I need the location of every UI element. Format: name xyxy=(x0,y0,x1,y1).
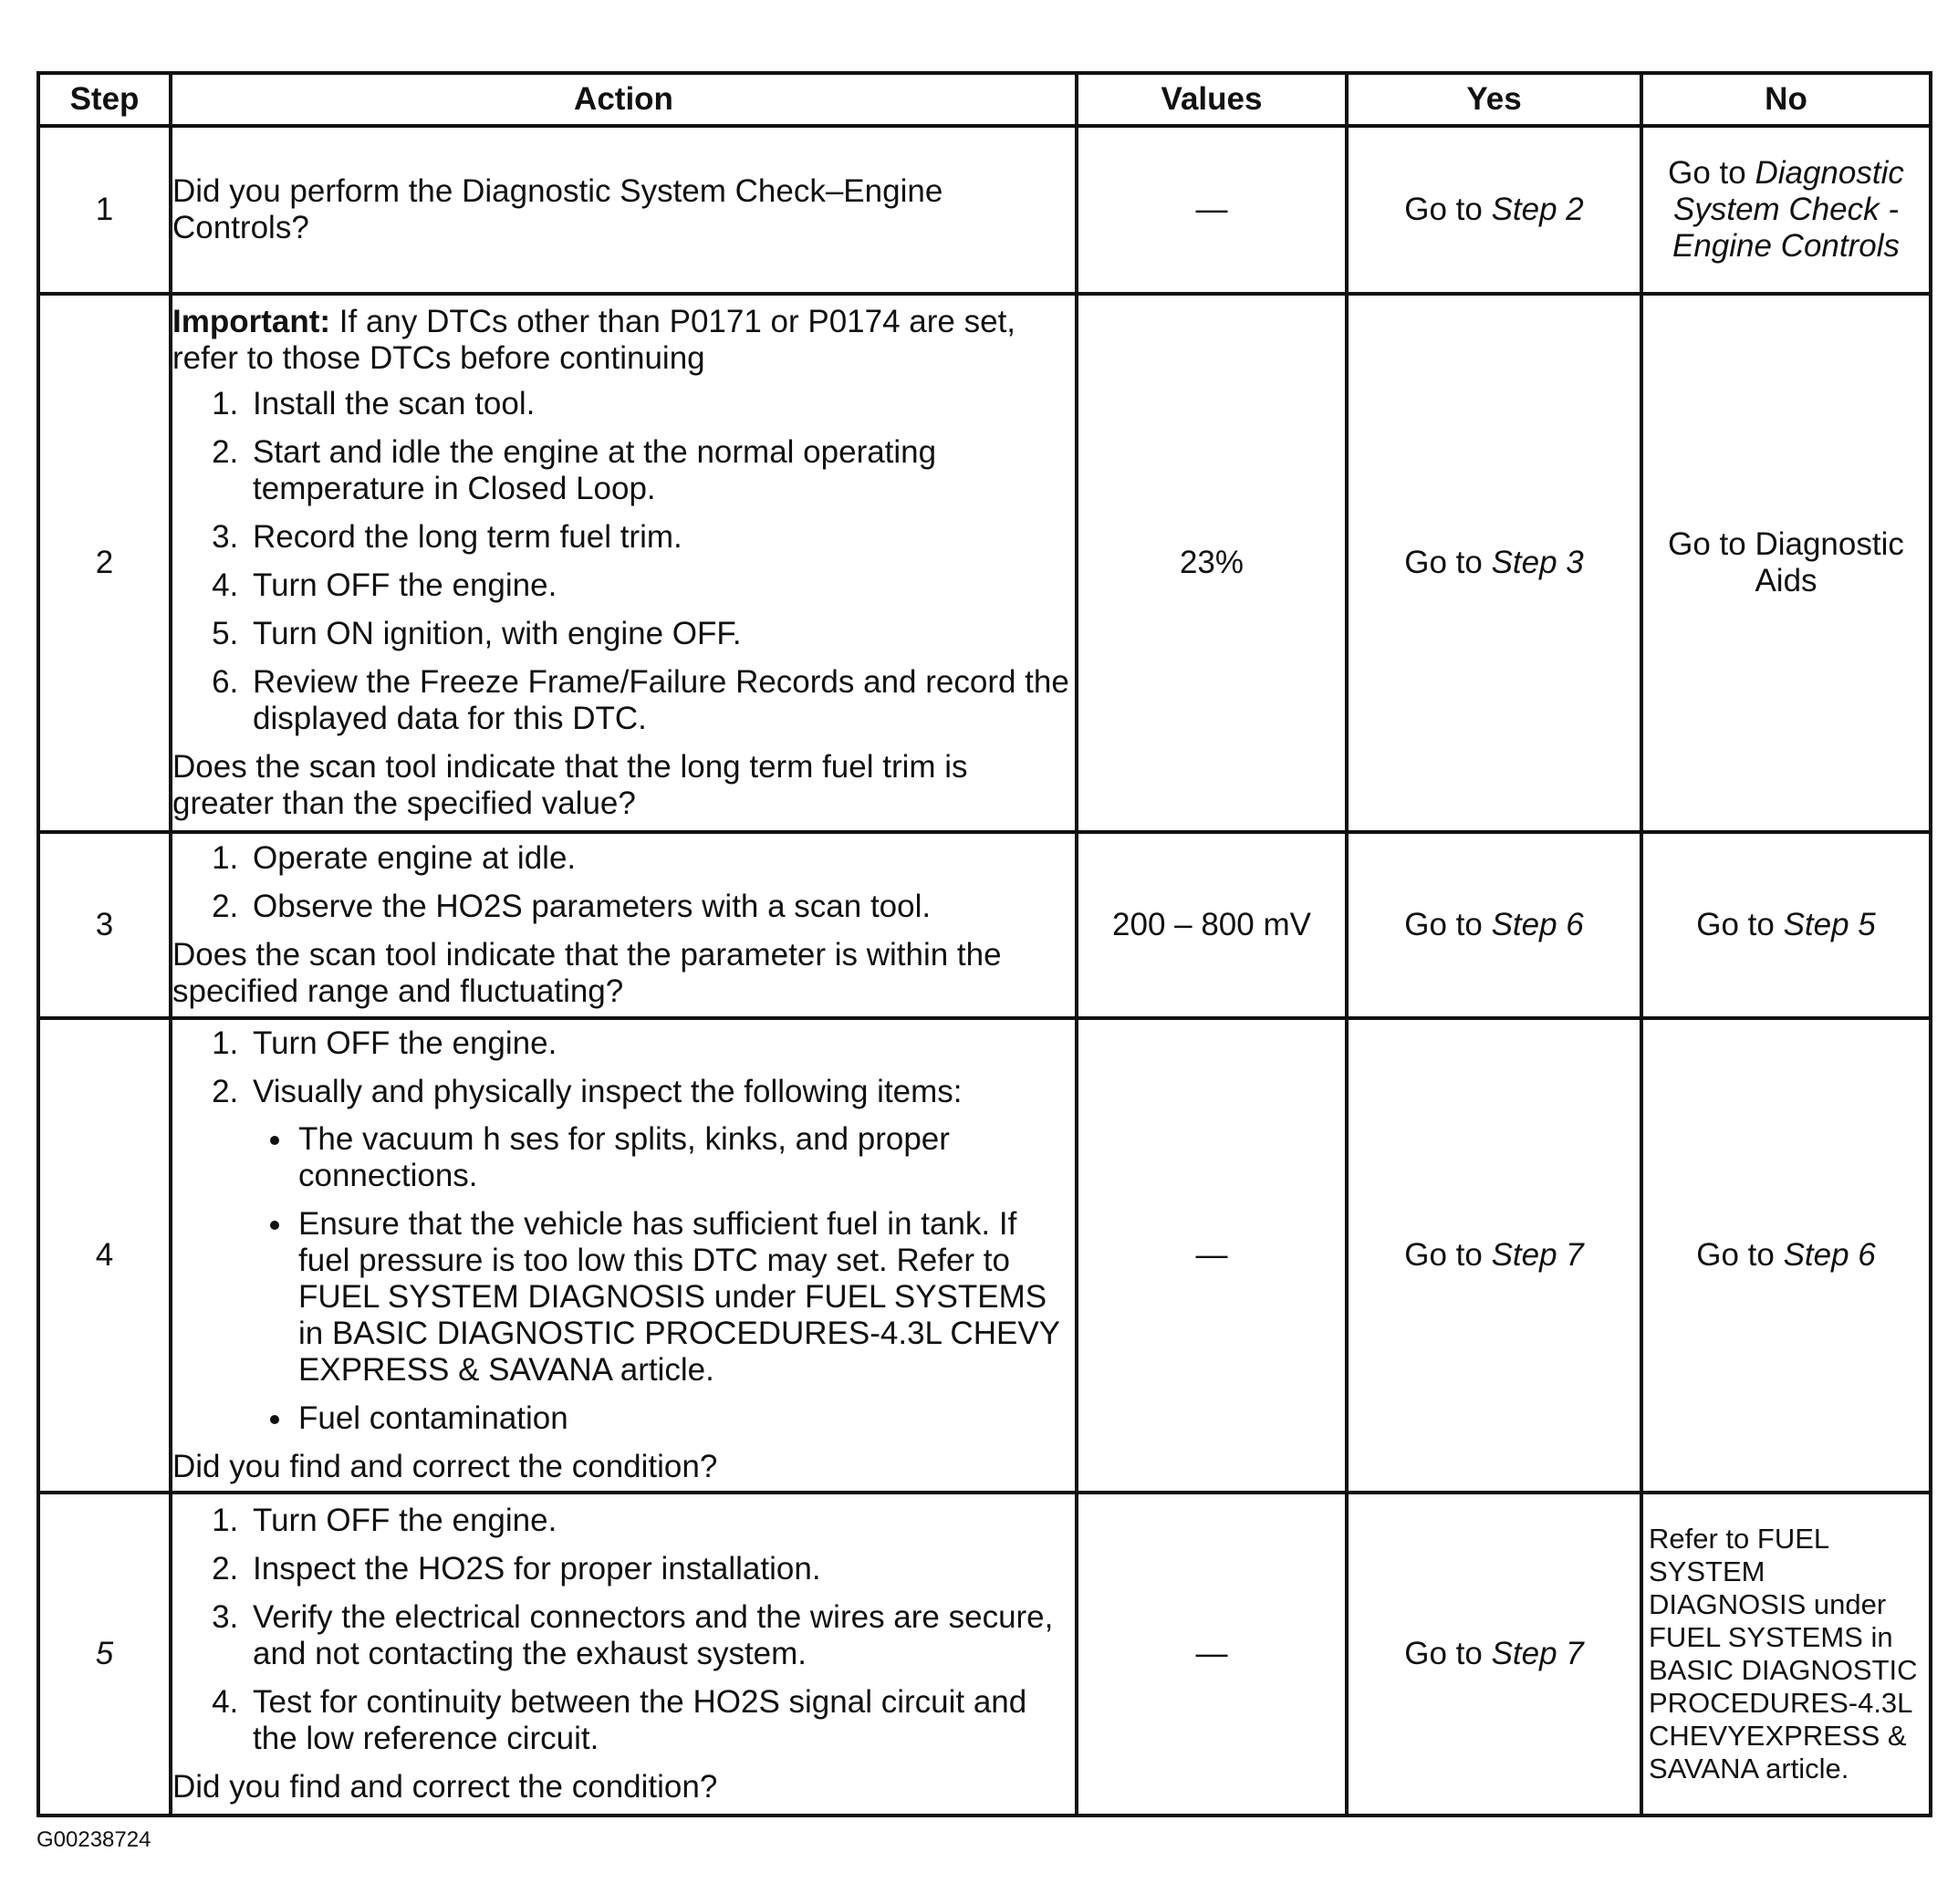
value-cell: — xyxy=(1077,1018,1347,1493)
table-header-row xyxy=(38,73,1931,126)
table-row xyxy=(38,294,1931,832)
yes-cell xyxy=(1347,1018,1641,1493)
list-item: 4. Test for continuity between the HO2S signal circuit and the low reference circuit. xyxy=(247,1684,1075,1757)
list-item: 3. Record the long term fuel trim. xyxy=(247,519,1075,556)
important-text: If any DTCs other than P0171 or P0174 are set, refer to those DTCs before continuing xyxy=(172,304,1016,376)
list-item-text: Visually and physically inspect the following items: xyxy=(253,1074,963,1109)
list-item: 1. Turn OFF the engine. xyxy=(247,1503,1075,1539)
no-prefix: Go to xyxy=(1696,1237,1784,1273)
no-step-link[interactable]: Step 6 xyxy=(1783,1237,1876,1273)
action-question: Does the scan tool indicate that the parameter is within the specified range and fluctuating? xyxy=(172,937,1002,1009)
value-cell: — xyxy=(1077,1493,1347,1816)
no-cell xyxy=(1641,294,1931,832)
table-row xyxy=(38,126,1931,294)
yes-cell xyxy=(1347,1493,1641,1816)
yes-prefix: Go to xyxy=(1404,545,1492,580)
list-item: 2. Start and idle the engine at the normal operating temperature in Closed Loop. xyxy=(247,434,1075,507)
list-item: 6. Review the Freeze Frame/Failure Records and record the displayed data for this DTC. xyxy=(247,664,1075,737)
step-number: 2 xyxy=(38,294,171,832)
yes-cell xyxy=(1347,294,1641,832)
table-row xyxy=(38,832,1931,1018)
important-note xyxy=(172,304,1075,377)
no-cell xyxy=(1641,1493,1931,1816)
no-diagnostic-aids-link[interactable]: Go to Diagnostic Aids xyxy=(1668,526,1904,598)
no-prefix: Go to xyxy=(1668,155,1755,191)
important-label: Important: xyxy=(172,304,331,339)
no-step-link[interactable]: Step 5 xyxy=(1783,907,1876,942)
step-number: 3 xyxy=(38,832,171,1018)
bullet-item: • The vacuum h ses for splits, kinks, and proper connections. xyxy=(295,1121,1075,1194)
value-cell: 23% xyxy=(1077,294,1347,832)
header-no: No xyxy=(1641,73,1931,126)
action-question: Did you find and correct the condition? xyxy=(172,1769,718,1805)
header-values: Values xyxy=(1077,73,1347,126)
yes-step-link[interactable]: Step 2 xyxy=(1491,192,1584,227)
action-question: Does the scan tool indicate that the long term fuel trim is greater than the specified value? xyxy=(172,749,968,821)
header-yes: Yes xyxy=(1347,73,1641,126)
list-item: 1. Turn OFF the engine. xyxy=(247,1025,1075,1062)
yes-step-link[interactable]: Step 7 xyxy=(1491,1237,1584,1273)
step-number: 1 xyxy=(38,126,171,294)
step-number: 5 xyxy=(38,1493,171,1816)
diagnostic-document xyxy=(36,71,1929,1817)
yes-prefix: Go to xyxy=(1404,907,1492,942)
list-item: 5. Turn ON ignition, with engine OFF. xyxy=(247,616,1075,652)
bullet-item: • Fuel contamination xyxy=(295,1400,1075,1437)
no-prefix: Go to xyxy=(1696,907,1784,942)
yes-cell xyxy=(1347,832,1641,1018)
inspection-items xyxy=(253,1121,1075,1437)
action-question: Did you perform the Diagnostic System Check–Engine Controls? xyxy=(172,173,943,245)
figure-id: G00238724 xyxy=(36,1827,151,1852)
header-step: Step xyxy=(38,73,171,126)
yes-prefix: Go to xyxy=(1404,1237,1492,1273)
no-cell xyxy=(1641,1018,1931,1493)
value-cell: 200 – 800 mV xyxy=(1077,832,1347,1018)
yes-cell xyxy=(1347,126,1641,294)
action-cell xyxy=(171,1018,1077,1493)
no-procedure-link[interactable]: Diagnostic System Check - Engine Controls xyxy=(1672,155,1904,264)
action-cell xyxy=(171,294,1077,832)
diagnostic-table xyxy=(36,71,1932,1817)
value-cell: — xyxy=(1077,126,1347,294)
no-refer-text: Refer to FUEL SYSTEM DIAGNOSIS under FUEL SYSTEMS in BASIC DIAGNOSTIC PROCEDURES-4.3L CHEVYEXPRESS & SAVANA article. xyxy=(1649,1523,1918,1784)
action-steps xyxy=(172,840,1075,925)
list-item: 2. Observe the HO2S parameters with a scan tool. xyxy=(247,889,1075,925)
list-item xyxy=(247,1074,1075,1437)
no-cell xyxy=(1641,126,1931,294)
list-item: 3. Verify the electrical connectors and the wires are secure, and not contacting the exhaust system. xyxy=(247,1599,1075,1672)
list-item: 1. Install the scan tool. xyxy=(247,386,1075,422)
yes-prefix: Go to xyxy=(1404,192,1492,227)
yes-step-link[interactable]: Step 3 xyxy=(1491,545,1584,580)
table-row xyxy=(38,1493,1931,1816)
list-item: 1. Operate engine at idle. xyxy=(247,840,1075,877)
yes-prefix: Go to xyxy=(1404,1636,1492,1671)
step-number: 4 xyxy=(38,1018,171,1493)
header-action: Action xyxy=(171,73,1077,126)
action-cell xyxy=(171,832,1077,1018)
action-question: Did you find and correct the condition? xyxy=(172,1449,718,1484)
no-cell xyxy=(1641,832,1931,1018)
yes-step-link[interactable]: Step 7 xyxy=(1491,1636,1584,1671)
action-steps xyxy=(172,1025,1075,1437)
list-item: 4. Turn OFF the engine. xyxy=(247,567,1075,604)
action-steps xyxy=(172,1503,1075,1757)
action-cell xyxy=(171,1493,1077,1816)
action-steps xyxy=(172,386,1075,737)
action-cell xyxy=(171,126,1077,294)
yes-step-link[interactable]: Step 6 xyxy=(1491,907,1584,942)
table-row xyxy=(38,1018,1931,1493)
list-item: 2. Inspect the HO2S for proper installation. xyxy=(247,1551,1075,1587)
bullet-item: • Ensure that the vehicle has sufficient fuel in tank. If fuel pressure is too low this DTC may set. Refer to FUEL SYSTEM DIAGNOSIS under FUEL SYSTEMS in BASIC DIAGNOSTIC PROCEDURES-4.3L CHEVY EXPRESS & SAVANA article. xyxy=(295,1206,1075,1389)
